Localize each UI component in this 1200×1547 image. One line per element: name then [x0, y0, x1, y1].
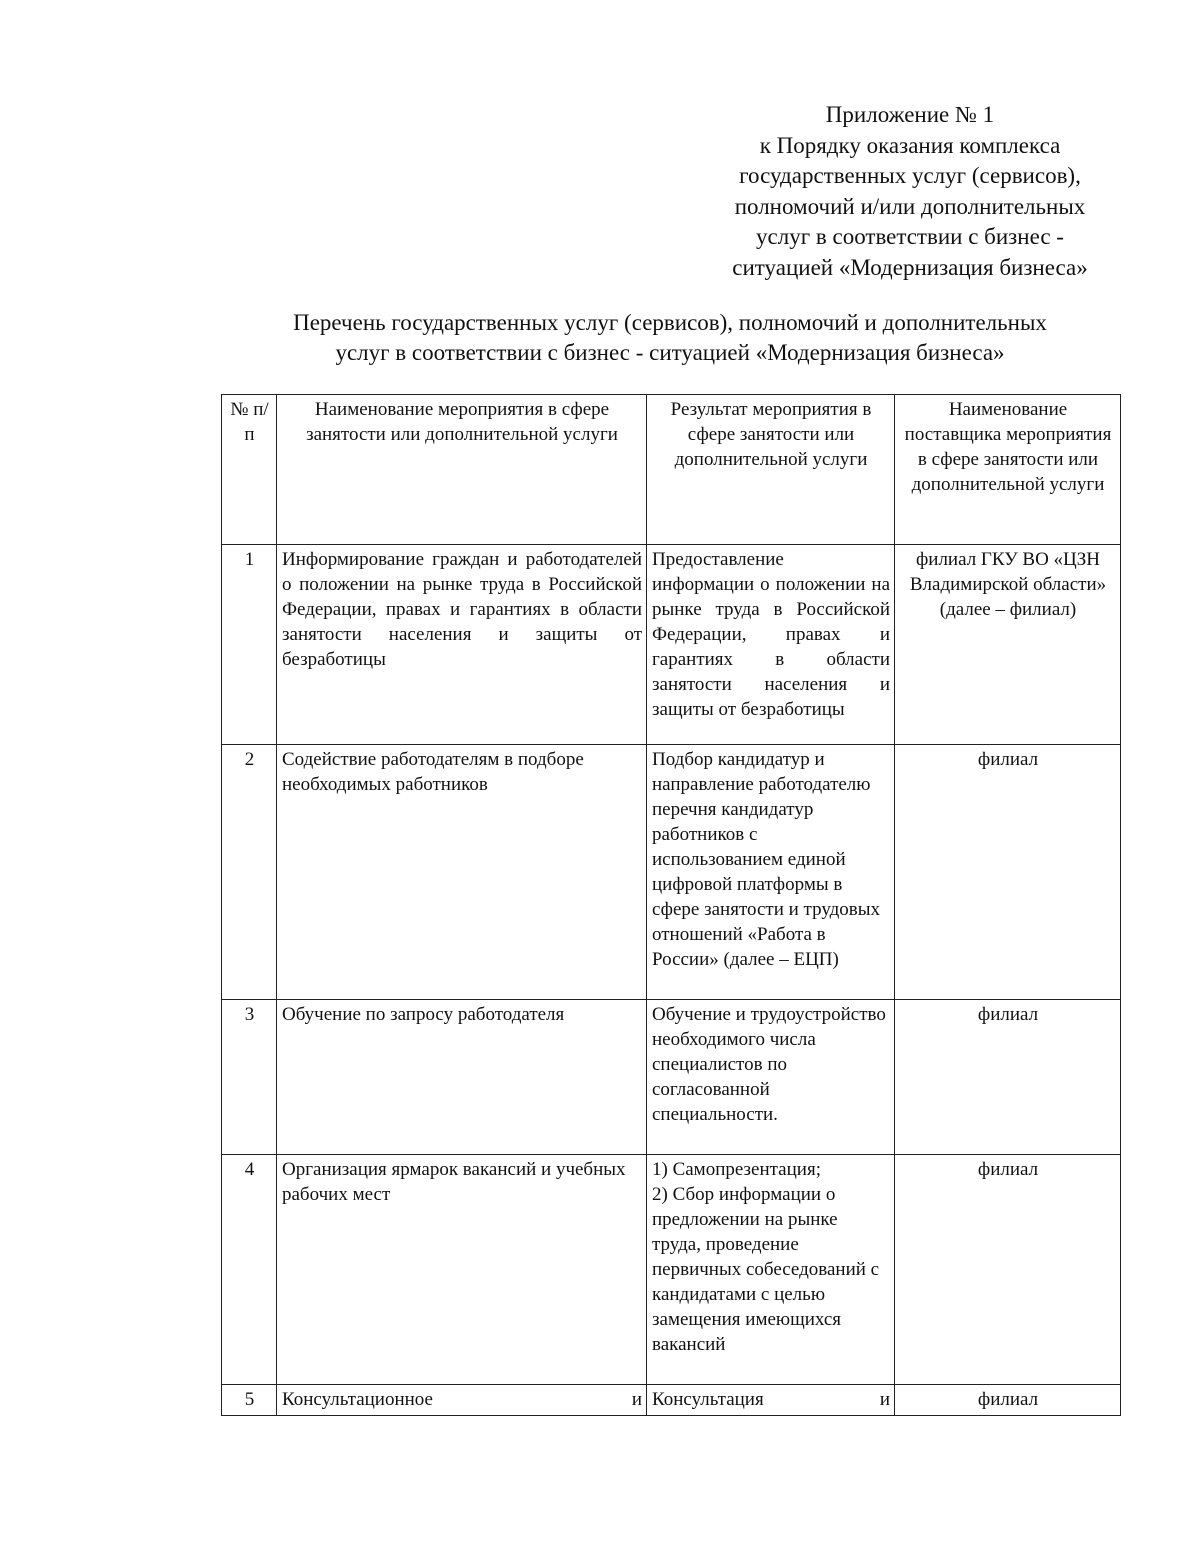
event-name: Организация ярмарок вакансий и учебных рабочих мест	[277, 1155, 647, 1385]
appendix-line: государственных услуг (сервисов),	[739, 163, 1081, 188]
header-provider: Наименование поставщика мероприятия в сфере занятости или дополнительной услуги	[895, 395, 1121, 545]
appendix-line: Приложение № 1	[825, 102, 995, 127]
event-result-end: и	[879, 1389, 890, 1410]
document-title	[150, 308, 1190, 368]
row-number: 1	[222, 545, 277, 745]
event-name-start: Консультационное	[282, 1389, 433, 1410]
provider: филиал ГКУ ВО «ЦЗН Владимирской области» (далее – филиал)	[895, 545, 1121, 745]
provider: филиал	[895, 1155, 1121, 1385]
event-result	[647, 1385, 895, 1416]
row-number: 3	[222, 1000, 277, 1155]
appendix-line: услуг в соответствии с бизнес -	[756, 224, 1064, 249]
table-row	[222, 1000, 1121, 1155]
event-name: Содействие работодателям в подборе необходимых работников	[277, 745, 647, 1000]
title-line: Перечень государственных услуг (сервисов), полномочий и дополнительных	[293, 310, 1047, 335]
header-event-result: Результат мероприятия в сфере занятости или дополнительной услуги	[647, 395, 895, 545]
row-number: 4	[222, 1155, 277, 1385]
provider: филиал	[895, 1000, 1121, 1155]
header-number: № п/п	[222, 395, 277, 545]
event-result: Подбор кандидатур и направление работодателю перечня кандидатур работников с использованием единой цифровой платформы в сфере занятости и трудовых отношений «Работа в России» (далее – ЕЦП)	[647, 745, 895, 1000]
row-number: 2	[222, 745, 277, 1000]
table-row	[222, 1155, 1121, 1385]
row-number: 5	[222, 1385, 277, 1416]
event-result-start: Консультация	[652, 1389, 764, 1410]
event-name: Информирование граждан и работодателей о положении на рынке труда в Российской Федерации, правах и гарантиях в области занятости населения и защиты от безработицы	[277, 545, 647, 745]
event-name: Обучение по запросу работодателя	[277, 1000, 647, 1155]
event-name	[277, 1385, 647, 1416]
event-name-end: и	[631, 1389, 642, 1410]
table-row	[222, 545, 1121, 745]
table-row	[222, 745, 1121, 1000]
appendix-line: полномочий и/или дополнительных	[734, 193, 1086, 219]
table-header-row	[222, 395, 1121, 545]
event-result: Предоставление информации о положении на рынке труда в Российской Федерации, правах и гарантиях в области занятости населения и защиты от безработицы	[647, 545, 895, 745]
table-row	[222, 1385, 1121, 1416]
appendix-block	[700, 100, 1120, 283]
provider: филиал	[895, 1385, 1121, 1416]
services-table	[221, 394, 1121, 1416]
event-result: 1) Самопрезентация; 2) Сбор информации о предложении на рынке труда, проведение первичных собеседований с кандидатами с целью замещения имеющихся вакансий	[647, 1155, 895, 1385]
appendix-line: ситуацией «Модернизация бизнеса»	[732, 254, 1088, 280]
appendix-line: к Порядку оказания комплекса	[759, 132, 1061, 158]
event-result: Обучение и трудоустройство необходимого числа специалистов по согласованной специальности.	[647, 1000, 895, 1155]
provider: филиал	[895, 745, 1121, 1000]
title-line: услуг в соответствии с бизнес - ситуацией «Модернизация бизнеса»	[335, 340, 1005, 365]
header-event-name: Наименование мероприятия в сфере занятости или дополнительной услуги	[277, 395, 647, 545]
